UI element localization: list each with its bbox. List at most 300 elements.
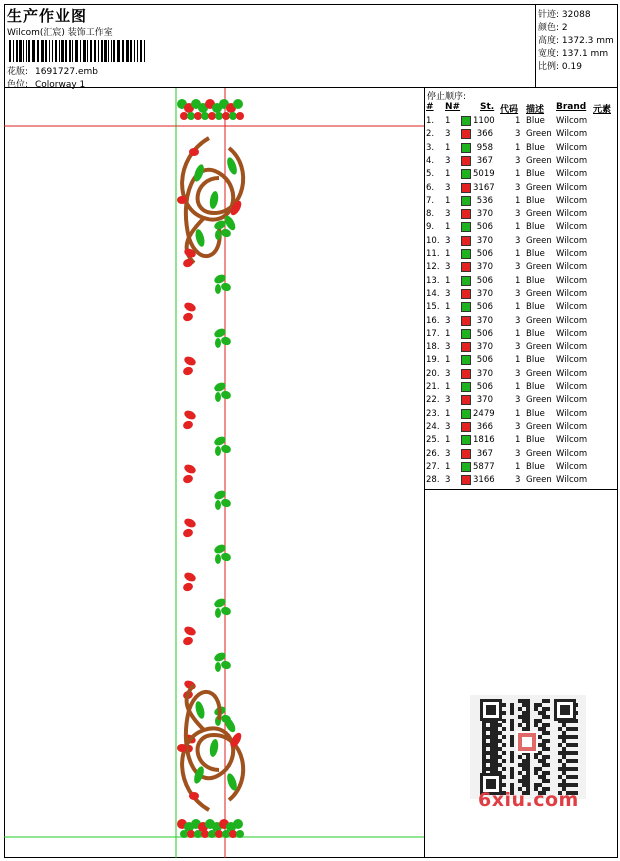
row-stitches: 2479 [473, 408, 495, 419]
row-code: 3 [515, 475, 521, 486]
flower-motif [222, 112, 230, 120]
leaf-motif [183, 463, 197, 475]
row-description: Green [526, 315, 552, 326]
row-index: 23. [426, 408, 440, 419]
row-index: 2. [426, 129, 435, 140]
column-header-needle: N# [445, 102, 461, 112]
stat-label: 宽度: [538, 49, 560, 59]
leaf-motif [182, 474, 194, 485]
row-index: 21. [426, 382, 440, 392]
column-header-element: 元素 [593, 105, 612, 115]
row-description: Blue [526, 222, 545, 233]
color-swatch [461, 462, 471, 472]
row-needle: 3 [445, 155, 451, 166]
color-swatch [461, 196, 471, 206]
column-header-index: # [426, 102, 434, 112]
row-index: 13. [426, 275, 440, 286]
row-brand: Wilcom [556, 116, 588, 126]
row-stitches: 366 [476, 421, 493, 432]
flower-motif [233, 819, 243, 829]
row-description: Blue [526, 355, 545, 366]
row-description: Green [526, 342, 552, 353]
row-brand: Wilcom [556, 142, 588, 153]
row-brand: Wilcom [556, 182, 588, 193]
leaf-motif [182, 366, 194, 377]
row-brand: Wilcom [556, 288, 588, 299]
row-brand: Wilcom [556, 262, 588, 273]
row-description: Blue [526, 249, 545, 259]
row-needle: 3 [445, 315, 451, 326]
row-stitches: 3167 [473, 182, 495, 193]
flower-motif [233, 99, 243, 109]
row-code: 1 [515, 382, 521, 392]
row-code: 1 [515, 249, 521, 259]
table-row [425, 208, 618, 221]
row-stitches: 370 [476, 395, 493, 406]
stat-width [538, 46, 608, 59]
row-needle: 3 [445, 475, 451, 486]
table-row [425, 261, 618, 274]
row-brand: Wilcom [556, 461, 588, 472]
row-needle: 1 [445, 249, 451, 259]
color-swatch [461, 116, 471, 126]
row-code: 3 [515, 395, 521, 406]
table-row [425, 155, 618, 168]
color-swatch [461, 276, 471, 286]
row-needle: 1 [445, 408, 451, 419]
leaf-motif [215, 608, 221, 618]
row-description: Green [526, 448, 552, 459]
row-brand: Wilcom [556, 129, 588, 140]
color-swatch [461, 129, 471, 139]
color-swatch [461, 222, 471, 232]
row-stitches: 1816 [473, 435, 495, 446]
color-swatch [461, 289, 471, 299]
row-description: Blue [526, 195, 545, 206]
stat-label: 高度: [538, 36, 560, 46]
row-index: 25. [426, 435, 440, 446]
leaf-motif [183, 301, 197, 313]
flower-motif [229, 830, 237, 838]
row-brand: Wilcom [556, 475, 588, 486]
design-canvas[interactable] [4, 88, 425, 858]
leaf-motif [220, 282, 232, 293]
row-brand: Wilcom [556, 355, 588, 366]
flower-motif [236, 830, 244, 838]
stat-height [538, 33, 614, 46]
row-needle: 3 [445, 209, 451, 220]
row-stitches: 5019 [473, 169, 495, 180]
design-value: 1691727.emb [35, 67, 98, 77]
row-index: 11. [426, 249, 440, 259]
row-stitches: 506 [476, 222, 493, 233]
color-swatch [461, 169, 471, 179]
leaf-motif [215, 554, 221, 564]
leaf-motif [177, 196, 187, 204]
row-needle: 1 [445, 302, 451, 313]
color-swatch [461, 316, 471, 326]
row-brand: Wilcom [556, 249, 588, 259]
table-row [425, 195, 618, 208]
leaf-motif [220, 606, 232, 617]
row-index: 15. [426, 302, 440, 313]
table-row [425, 221, 618, 234]
row-code: 1 [515, 355, 521, 366]
row-index: 19. [426, 355, 440, 366]
row-needle: 3 [445, 342, 451, 353]
table-row [425, 461, 618, 474]
watermark-logo: 6xiu.com [478, 789, 579, 811]
color-swatch [461, 342, 471, 352]
row-description: Blue [526, 382, 545, 392]
row-stitches: 506 [476, 275, 493, 286]
row-stitches: 536 [476, 195, 493, 206]
row-stitches: 506 [476, 355, 493, 366]
row-code: 3 [515, 129, 521, 140]
row-needle: 3 [445, 182, 451, 193]
stat-value: 32088 [561, 10, 591, 20]
leaf-motif [220, 660, 232, 671]
table-row [425, 421, 618, 434]
row-brand: Wilcom [556, 448, 588, 459]
row-index: 17. [426, 328, 440, 339]
row-description: Green [526, 235, 552, 246]
row-description: Green [526, 368, 552, 379]
leaf-motif [189, 792, 199, 800]
row-needle: 1 [445, 328, 451, 339]
table-row [425, 354, 618, 367]
leaf-motif [183, 571, 197, 583]
flower-motif [236, 112, 244, 120]
flower-motif [208, 112, 216, 120]
table-row [425, 448, 618, 461]
color-swatch [461, 395, 471, 405]
row-needle: 3 [445, 395, 451, 406]
row-code: 3 [515, 182, 521, 193]
row-needle: 3 [445, 288, 451, 299]
row-code: 3 [515, 421, 521, 432]
row-brand: Wilcom [556, 395, 588, 406]
row-needle: 1 [445, 382, 451, 392]
leaf-motif [215, 446, 221, 456]
stat-label: 比例: [538, 62, 560, 72]
row-brand: Wilcom [556, 169, 588, 180]
barcode-icon [9, 40, 147, 62]
color-swatch [461, 209, 471, 219]
row-code: 3 [515, 155, 521, 166]
table-row [425, 168, 618, 181]
leaf-motif [182, 636, 194, 647]
row-code: 3 [515, 368, 521, 379]
row-description: Green [526, 155, 552, 166]
leaf-motif [189, 148, 199, 156]
design-label: 花版: [7, 67, 29, 77]
row-brand: Wilcom [556, 421, 588, 432]
leaf-motif [220, 336, 232, 347]
column-header-description: 描述 [526, 105, 545, 115]
leaf-motif [182, 528, 194, 539]
leaf-motif [182, 420, 194, 431]
stat-stitches [538, 7, 591, 20]
row-stitches: 370 [476, 368, 493, 379]
stat-scale [538, 59, 582, 72]
row-description: Green [526, 421, 552, 432]
stat-value: 137.1 mm [561, 49, 609, 59]
row-index: 20. [426, 368, 440, 379]
color-swatch [461, 382, 471, 392]
row-description: Green [526, 209, 552, 220]
color-swatch [461, 262, 471, 272]
company-name: Wilcom(汇宸) 装饰工作室 [7, 28, 113, 38]
leaf-motif [220, 444, 232, 455]
row-description: Blue [526, 302, 545, 313]
row-needle: 1 [445, 116, 451, 126]
table-row [425, 115, 618, 128]
stat-label: 针迹: [538, 10, 560, 20]
row-code: 3 [515, 315, 521, 326]
row-index: 5. [426, 169, 435, 180]
row-needle: 1 [445, 195, 451, 206]
color-swatch [461, 143, 471, 153]
row-code: 1 [515, 142, 521, 153]
stat-value: 1372.3 mm [561, 36, 614, 46]
flower-motif [215, 830, 223, 838]
row-code: 3 [515, 288, 521, 299]
flower-motif [201, 830, 209, 838]
stop-sequence-table [425, 88, 618, 490]
row-stitches: 370 [476, 235, 493, 246]
row-brand: Wilcom [556, 302, 588, 313]
flower-motif [187, 112, 195, 120]
leaf-motif [194, 228, 206, 247]
leaf-motif [215, 338, 221, 348]
color-swatch [461, 422, 471, 432]
table-row [425, 408, 618, 421]
table-row [425, 275, 618, 288]
row-stitches: 958 [476, 142, 493, 153]
leaf-motif [215, 392, 221, 402]
row-brand: Wilcom [556, 328, 588, 339]
row-needle: 1 [445, 435, 451, 446]
flower-motif [229, 112, 237, 120]
row-description: Blue [526, 142, 545, 153]
row-index: 9. [426, 222, 435, 233]
color-swatch [461, 435, 471, 445]
row-code: 1 [515, 116, 521, 126]
column-header-stitches: St. [480, 102, 495, 112]
row-description: Green [526, 262, 552, 273]
leaf-motif [194, 700, 206, 719]
row-stitches: 367 [476, 448, 493, 459]
row-index: 14. [426, 288, 440, 299]
table-row [425, 474, 618, 487]
embroidery-design [4, 88, 425, 858]
row-stitches: 370 [476, 209, 493, 220]
row-index: 28. [426, 475, 440, 486]
row-code: 1 [515, 435, 521, 446]
row-index: 7. [426, 195, 435, 206]
row-description: Blue [526, 328, 545, 339]
leaf-motif [183, 625, 197, 637]
color-swatch [461, 475, 471, 485]
row-stitches: 370 [476, 342, 493, 353]
table-row [425, 394, 618, 407]
row-stitches: 3166 [473, 475, 495, 486]
row-brand: Wilcom [556, 408, 588, 419]
row-stitches: 506 [476, 249, 493, 259]
row-brand: Wilcom [556, 222, 588, 233]
stop-sequence-title: 停止顺序: [427, 92, 467, 102]
row-description: Blue [526, 408, 545, 419]
row-description: Blue [526, 169, 545, 180]
color-swatch [461, 249, 471, 259]
table-row [425, 288, 618, 301]
row-code: 1 [515, 328, 521, 339]
row-description: Green [526, 182, 552, 193]
row-needle: 3 [445, 421, 451, 432]
flower-motif [215, 112, 223, 120]
row-description: Green [526, 129, 552, 140]
color-swatch [461, 355, 471, 365]
colorway-label: 色位: [7, 80, 29, 90]
row-stitches: 1100 [473, 116, 495, 126]
row-brand: Wilcom [556, 275, 588, 286]
row-needle: 3 [445, 235, 451, 246]
stat-value: 2 [561, 23, 568, 33]
row-code: 1 [515, 222, 521, 233]
row-index: 6. [426, 182, 435, 193]
table-row [425, 315, 618, 328]
row-stitches: 506 [476, 328, 493, 339]
row-description: Green [526, 395, 552, 406]
row-index: 22. [426, 395, 440, 406]
leaf-motif [220, 552, 232, 563]
leaf-motif [182, 312, 194, 323]
stat-colors [538, 20, 568, 33]
row-brand: Wilcom [556, 195, 588, 206]
row-brand: Wilcom [556, 435, 588, 446]
column-header-brand: Brand [556, 102, 587, 112]
row-brand: Wilcom [556, 155, 588, 166]
color-swatch [461, 449, 471, 459]
flower-motif [187, 830, 195, 838]
row-stitches: 506 [476, 382, 493, 392]
row-needle: 1 [445, 142, 451, 153]
row-needle: 1 [445, 461, 451, 472]
row-code: 3 [515, 342, 521, 353]
row-description: Blue [526, 461, 545, 472]
row-code: 1 [515, 195, 521, 206]
row-code: 3 [515, 209, 521, 220]
flower-motif [194, 112, 202, 120]
row-index: 18. [426, 342, 440, 353]
table-row [425, 434, 618, 447]
color-swatch [461, 369, 471, 379]
row-brand: Wilcom [556, 209, 588, 220]
row-description: Blue [526, 275, 545, 286]
row-needle: 3 [445, 129, 451, 140]
row-brand: Wilcom [556, 382, 588, 392]
leaf-motif [215, 284, 221, 294]
row-needle: 1 [445, 222, 451, 233]
row-index: 16. [426, 315, 440, 326]
row-stitches: 370 [476, 262, 493, 273]
row-needle: 1 [445, 169, 451, 180]
row-description: Blue [526, 435, 545, 446]
leaf-motif [215, 662, 221, 672]
row-stitches: 370 [476, 315, 493, 326]
leaf-motif [177, 744, 187, 752]
page-title: 生产作业图 [7, 7, 88, 25]
row-index: 1. [426, 116, 435, 126]
row-index: 8. [426, 209, 435, 220]
leaf-motif [220, 390, 232, 401]
row-code: 1 [515, 302, 521, 313]
row-code: 1 [515, 169, 521, 180]
row-stitches: 506 [476, 302, 493, 313]
row-brand: Wilcom [556, 315, 588, 326]
column-header-code: 代码 [500, 105, 519, 115]
row-description: Green [526, 288, 552, 299]
row-code: 1 [515, 408, 521, 419]
color-swatch [461, 236, 471, 246]
table-row [425, 328, 618, 341]
leaf-motif [182, 582, 194, 593]
row-code: 3 [515, 235, 521, 246]
design-stats [536, 4, 618, 88]
row-brand: Wilcom [556, 368, 588, 379]
row-brand: Wilcom [556, 235, 588, 246]
table-row [425, 341, 618, 354]
leaf-motif [208, 190, 219, 209]
stat-label: 颜色: [538, 23, 560, 33]
row-needle: 3 [445, 448, 451, 459]
table-row [425, 368, 618, 381]
row-description: Green [526, 475, 552, 486]
color-swatch [461, 156, 471, 166]
leaf-motif [215, 500, 221, 510]
table-row [425, 128, 618, 141]
leaf-motif [183, 409, 197, 421]
table-row [425, 235, 618, 248]
leaf-motif [215, 230, 221, 240]
row-stitches: 370 [476, 288, 493, 299]
row-index: 26. [426, 448, 440, 459]
row-brand: Wilcom [556, 342, 588, 353]
leaf-motif [183, 355, 197, 367]
color-swatch [461, 183, 471, 193]
table-row [425, 301, 618, 314]
table-row [425, 381, 618, 394]
leaf-motif [208, 738, 219, 757]
color-swatch [461, 329, 471, 339]
table-row [425, 142, 618, 155]
row-index: 3. [426, 142, 435, 153]
leaf-motif [220, 498, 232, 509]
row-code: 1 [515, 461, 521, 472]
row-needle: 3 [445, 368, 451, 379]
color-swatch [461, 302, 471, 312]
header [4, 4, 536, 88]
color-swatch [461, 409, 471, 419]
row-stitches: 367 [476, 155, 493, 166]
row-code: 3 [515, 448, 521, 459]
flower-motif [180, 112, 188, 120]
row-description: Blue [526, 116, 545, 126]
row-index: 12. [426, 262, 440, 273]
row-index: 27. [426, 461, 440, 472]
row-needle: 3 [445, 262, 451, 273]
